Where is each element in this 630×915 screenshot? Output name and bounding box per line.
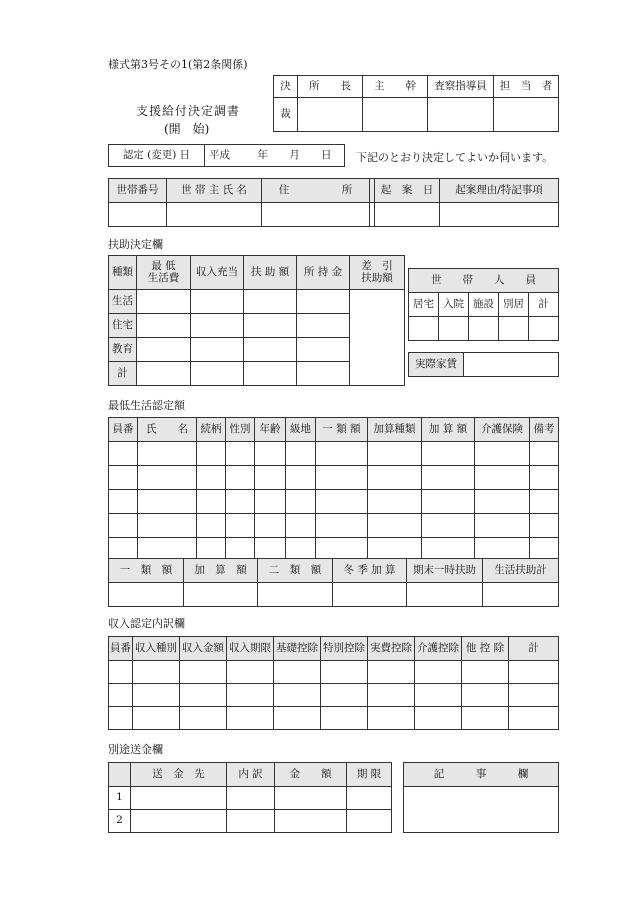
date-table (108, 144, 345, 167)
members-cell[interactable] (529, 317, 559, 341)
household-cell[interactable] (167, 203, 262, 227)
household-cell[interactable] (375, 203, 440, 227)
form-number: 様式第3号その1(第2条関係) (108, 58, 248, 71)
fujo-row-education: 教育 (109, 338, 137, 362)
fujo-table (108, 255, 405, 386)
date-era: 平成 (209, 148, 230, 161)
income-cell[interactable] (321, 661, 368, 684)
min-living-cell[interactable] (475, 490, 530, 514)
income-cell[interactable] (274, 684, 321, 707)
fujo-cell[interactable] (244, 314, 297, 338)
min-living-cell[interactable] (286, 514, 316, 538)
min-living-cell[interactable] (255, 490, 286, 514)
members-col-separate: 別居 (499, 293, 529, 317)
min-living-cell[interactable] (138, 442, 197, 466)
min-living-cell[interactable] (138, 466, 197, 490)
min-living-header-name: 氏 名 (138, 418, 197, 442)
summary-header-class1: 一 類 額 (109, 559, 184, 583)
rent-label: 実際家賃 (409, 353, 464, 377)
approval-col-director: 所 長 (298, 76, 363, 98)
remit-header-amount: 金 額 (275, 763, 347, 787)
income-cell[interactable] (274, 707, 321, 730)
min-living-cell[interactable] (197, 490, 226, 514)
min-living-cell[interactable] (475, 442, 530, 466)
income-header-no: 員番 (109, 637, 133, 661)
fujo-section-label: 扶助決定欄 (108, 238, 163, 251)
income-cell[interactable] (109, 684, 133, 707)
min-living-cell[interactable] (368, 442, 422, 466)
min-living-cell[interactable] (197, 442, 226, 466)
memo-cell[interactable] (404, 787, 559, 833)
min-living-cell[interactable] (255, 442, 286, 466)
income-cell[interactable] (321, 684, 368, 707)
income-header-type: 収入種別 (133, 637, 180, 661)
min-living-cell[interactable] (286, 466, 316, 490)
page-title: 支援給付決定調書 (136, 104, 241, 118)
members-header: 世 帯 人 員 (409, 269, 559, 293)
summary-cell[interactable] (483, 583, 559, 607)
income-cell[interactable] (227, 684, 274, 707)
fujo-net-aid-cell[interactable] (350, 290, 405, 386)
page-subtitle: (開 始) (164, 122, 210, 136)
min-living-cell[interactable] (368, 490, 422, 514)
fujo-header-cash: 所 持 金 (297, 256, 350, 290)
approval-col-supervisor: 査察指導員 (428, 76, 494, 98)
min-living-cell[interactable] (109, 466, 138, 490)
summary-header-total: 生活扶助計 (483, 559, 559, 583)
income-cell[interactable] (462, 707, 509, 730)
min-living-cell[interactable] (138, 514, 197, 538)
min-living-cell[interactable] (109, 514, 138, 538)
min-living-cell[interactable] (109, 442, 138, 466)
summary-cell[interactable] (407, 583, 483, 607)
min-living-header-sex: 性別 (226, 418, 255, 442)
remit-row-number: 2 (109, 810, 131, 833)
members-col-facility: 施設 (469, 293, 499, 317)
remit-header-payee: 送 金 先 (131, 763, 227, 787)
min-living-cell[interactable] (368, 466, 422, 490)
income-cell[interactable] (109, 707, 133, 730)
min-living-cell[interactable] (226, 466, 255, 490)
min-living-cell[interactable] (197, 514, 226, 538)
income-cell[interactable] (509, 707, 559, 730)
remit-cell[interactable] (227, 787, 275, 810)
remit-cell[interactable] (347, 787, 392, 810)
approval-col-staff: 担 当 者 (494, 76, 559, 98)
date-month: 月 (289, 148, 300, 161)
income-table (108, 636, 559, 730)
approval-stamp-cell[interactable] (428, 98, 494, 132)
fujo-cell[interactable] (297, 314, 350, 338)
members-table (408, 268, 559, 341)
income-cell[interactable] (321, 707, 368, 730)
members-cell[interactable] (499, 317, 529, 341)
income-header-actual: 実費控除 (368, 637, 415, 661)
fujo-cell[interactable] (297, 290, 350, 314)
remit-cell[interactable] (131, 787, 227, 810)
household-header-number: 世帯番号 (109, 179, 167, 203)
fujo-header-net-aid: 差 引 扶助額 (350, 256, 405, 290)
fujo-cell[interactable] (297, 338, 350, 362)
income-cell[interactable] (415, 707, 462, 730)
approval-col-chief: 主 幹 (363, 76, 428, 98)
income-cell[interactable] (180, 661, 227, 684)
income-cell[interactable] (227, 661, 274, 684)
remit-cell[interactable] (131, 810, 227, 833)
remit-header-blank (109, 763, 131, 787)
min-living-cell[interactable] (255, 514, 286, 538)
fujo-cell[interactable] (244, 338, 297, 362)
remit-table (108, 762, 392, 833)
household-table (108, 178, 559, 227)
income-cell[interactable] (415, 661, 462, 684)
min-living-header-addition-type: 加算種類 (368, 418, 422, 442)
income-header-care: 介護控除 (415, 637, 462, 661)
summary-header-winter: 冬 季 加 算 (333, 559, 407, 583)
min-living-cell[interactable] (138, 490, 197, 514)
income-header-other: 他 控 除 (462, 637, 509, 661)
remit-section-label: 別途送金欄 (108, 743, 163, 756)
min-living-cell[interactable] (286, 442, 316, 466)
min-living-cell[interactable] (422, 466, 475, 490)
income-cell[interactable] (368, 661, 415, 684)
household-header-reason: 起案理由/特記事項 (440, 179, 559, 203)
household-header-draft-date: 起 案 日 (375, 179, 440, 203)
min-living-summary-table (108, 558, 559, 607)
summary-cell[interactable] (184, 583, 258, 607)
fujo-cell[interactable] (191, 314, 244, 338)
members-col-home: 居宅 (409, 293, 439, 317)
approval-stamp-cell[interactable] (363, 98, 428, 132)
fujo-row-total: 計 (109, 362, 137, 386)
income-cell[interactable] (368, 707, 415, 730)
approval-decision-label: 決 (274, 76, 298, 98)
min-living-cell[interactable] (530, 466, 559, 490)
rent-table (408, 352, 559, 377)
fujo-cell[interactable] (191, 290, 244, 314)
approval-stamp-cell[interactable] (298, 98, 363, 132)
min-living-cell[interactable] (316, 490, 368, 514)
income-cell[interactable] (227, 707, 274, 730)
approval-note: 下記のとおり決定してよいか伺います。 (356, 151, 554, 164)
income-cell[interactable] (109, 661, 133, 684)
income-header-basic: 基礎控除 (274, 637, 321, 661)
min-living-header-care: 介護保険 (475, 418, 530, 442)
remit-header-breakdown: 内 訳 (227, 763, 275, 787)
min-living-header-no: 員番 (109, 418, 138, 442)
income-cell[interactable] (133, 707, 180, 730)
income-section-label: 収入認定内訳欄 (108, 617, 185, 630)
fujo-header-aid: 扶 助 額 (244, 256, 297, 290)
remit-cell[interactable] (227, 810, 275, 833)
members-col-total: 計 (529, 293, 559, 317)
fujo-cell[interactable] (137, 290, 191, 314)
min-living-cell[interactable] (255, 466, 286, 490)
fujo-header-income: 収入充当 (191, 256, 244, 290)
fujo-cell[interactable] (244, 362, 297, 386)
remit-header-period: 期 限 (347, 763, 392, 787)
date-year: 年 (257, 148, 268, 161)
min-living-cell[interactable] (226, 514, 255, 538)
income-cell[interactable] (509, 661, 559, 684)
summary-header-class2: 二 類 額 (258, 559, 333, 583)
remit-cell[interactable] (275, 787, 347, 810)
min-living-cell[interactable] (316, 466, 368, 490)
fujo-row-housing: 住宅 (109, 314, 137, 338)
min-living-cell[interactable] (422, 442, 475, 466)
summary-header-yearend: 期末一時扶助 (407, 559, 483, 583)
date-label: 認定 (変更) 日 (109, 145, 205, 167)
min-living-header-class1: 一 類 額 (316, 418, 368, 442)
fujo-header-type: 種類 (109, 256, 137, 290)
min-living-table (108, 417, 559, 562)
income-cell[interactable] (509, 684, 559, 707)
min-living-cell[interactable] (422, 514, 475, 538)
income-cell[interactable] (133, 661, 180, 684)
fujo-cell[interactable] (137, 362, 191, 386)
fujo-header-min-living: 最 低 生活費 (137, 256, 191, 290)
income-cell[interactable] (133, 684, 180, 707)
remit-cell[interactable] (275, 810, 347, 833)
income-cell[interactable] (462, 661, 509, 684)
income-header-total: 計 (509, 637, 559, 661)
date-field[interactable] (205, 145, 345, 167)
min-living-cell[interactable] (226, 442, 255, 466)
min-living-header-grade: 級地 (286, 418, 316, 442)
fujo-row-living: 生活 (109, 290, 137, 314)
min-living-header-relation: 続柄 (197, 418, 226, 442)
summary-header-addition: 加 算 額 (184, 559, 258, 583)
income-cell[interactable] (368, 684, 415, 707)
income-cell[interactable] (180, 707, 227, 730)
income-cell[interactable] (415, 684, 462, 707)
min-living-cell[interactable] (109, 490, 138, 514)
min-living-section-label: 最低生活認定額 (108, 399, 185, 412)
income-header-amount: 収入金額 (180, 637, 227, 661)
income-header-period: 収入期限 (227, 637, 274, 661)
summary-cell[interactable] (109, 583, 184, 607)
fujo-cell[interactable] (244, 290, 297, 314)
income-cell[interactable] (274, 661, 321, 684)
min-living-cell[interactable] (197, 466, 226, 490)
members-col-hospital: 入院 (439, 293, 469, 317)
approval-stamp-cell[interactable] (494, 98, 559, 132)
min-living-header-age: 年齢 (255, 418, 286, 442)
remit-cell[interactable] (347, 810, 392, 833)
members-cell[interactable] (409, 317, 439, 341)
household-header-address: 住 所 (262, 179, 370, 203)
memo-header: 記 事 欄 (404, 763, 559, 787)
household-header-name: 世 帯 主 氏 名 (167, 179, 262, 203)
members-cell[interactable] (439, 317, 469, 341)
date-day: 日 (321, 148, 332, 161)
household-cell[interactable] (262, 203, 370, 227)
min-living-cell[interactable] (475, 514, 530, 538)
fujo-cell[interactable] (191, 362, 244, 386)
rent-value-cell[interactable] (464, 353, 559, 377)
income-cell[interactable] (462, 684, 509, 707)
remit-row-number: 1 (109, 787, 131, 810)
fujo-cell[interactable] (137, 338, 191, 362)
memo-table (403, 762, 559, 833)
approval-table (273, 75, 559, 132)
min-living-cell[interactable] (316, 514, 368, 538)
min-living-cell[interactable] (530, 514, 559, 538)
summary-cell[interactable] (258, 583, 333, 607)
min-living-header-remarks: 備考 (530, 418, 559, 442)
min-living-cell[interactable] (286, 490, 316, 514)
fujo-cell[interactable] (191, 338, 244, 362)
min-living-cell[interactable] (316, 442, 368, 466)
approval-decision-label-2: 裁 (274, 98, 298, 132)
income-header-special: 特別控除 (321, 637, 368, 661)
members-cell[interactable] (469, 317, 499, 341)
min-living-cell[interactable] (530, 442, 559, 466)
min-living-cell[interactable] (422, 490, 475, 514)
fujo-cell[interactable] (297, 362, 350, 386)
min-living-header-addition: 加 算 額 (422, 418, 475, 442)
min-living-cell[interactable] (226, 490, 255, 514)
summary-cell[interactable] (333, 583, 407, 607)
household-cell[interactable] (109, 203, 167, 227)
fujo-cell[interactable] (137, 314, 191, 338)
min-living-cell[interactable] (368, 514, 422, 538)
income-cell[interactable] (180, 684, 227, 707)
household-cell[interactable] (440, 203, 559, 227)
min-living-cell[interactable] (530, 490, 559, 514)
min-living-cell[interactable] (475, 466, 530, 490)
